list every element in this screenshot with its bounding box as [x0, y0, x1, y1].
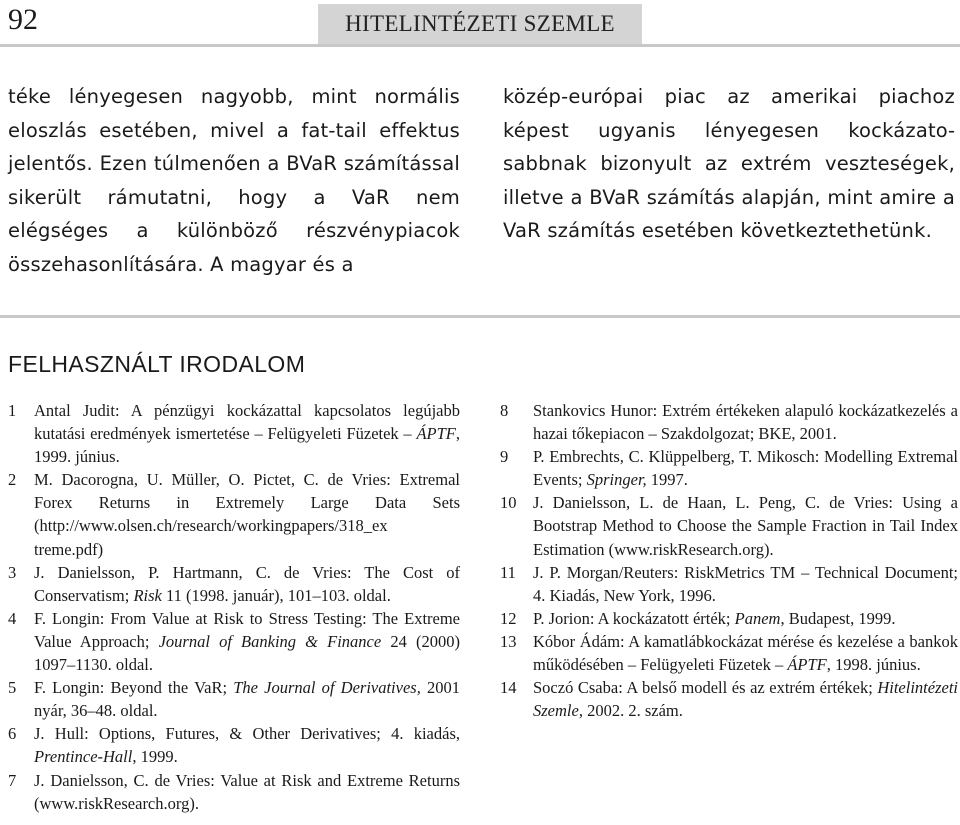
reference-text	[533, 563, 958, 605]
reference-italic-segment: The Journal of Derivatives,	[233, 678, 421, 698]
reference-item	[500, 491, 958, 560]
reference-segment: M. Dacorogna, U. Müller, O. Pictet, C. de Vries: Extremal Forex Returns in Extremely Large Data Sets (http://www.olsen.ch/research/workingpapers/318_ex treme.pdf)	[34, 470, 460, 559]
journal-header: HITELINTÉZETI SZEMLE	[318, 4, 642, 44]
reference-text	[34, 771, 460, 813]
reference-text	[533, 493, 958, 558]
reference-segment: 24 (2000) 1097–1130. oldal.	[34, 631, 460, 675]
reference-text	[34, 563, 460, 605]
reference-number: 5	[8, 678, 17, 698]
reference-italic-segment: Panem	[734, 608, 781, 628]
body-text-right-column: közép-európai piac az amerikai piachoz képest ugyanis lényegesen kockázatosabbnak bizonyult az extrém veszteségek, illetve a BVaR számítás alapján, mint amire a VaR számítás esetében következtethetünk.	[503, 85, 955, 242]
reference-text	[533, 678, 958, 720]
reference-segment: F. Longin: Beyond the VaR;	[34, 678, 234, 698]
reference-segment: Soczó Csaba: A belső modell és az extrém értékek;	[533, 678, 878, 698]
reference-segment: 1997.	[646, 470, 688, 490]
reference-number: 10	[500, 493, 517, 513]
reference-item	[500, 445, 958, 491]
reference-segment: P. Jorion: A kockázatott érték;	[533, 608, 735, 628]
reference-item	[8, 676, 460, 722]
reference-segment: F. Longin: From Value at Risk to Stress Testing: The Extreme Value Approach;	[34, 608, 460, 651]
reference-text	[533, 401, 958, 443]
reference-segment: J. Hull: Options, Futures, & Other Derivatives; 4. kiadás,	[34, 724, 460, 744]
reference-item	[8, 399, 460, 468]
reference-item	[8, 561, 460, 607]
reference-segment: J. Danielsson, C. de Vries: Value at Risk and Extreme Returns (www.riskResearch.org).	[34, 770, 460, 813]
reference-text	[533, 632, 958, 674]
reference-item	[500, 676, 958, 722]
reference-italic-segment: Springer,	[586, 470, 647, 490]
reference-number: 14	[500, 678, 517, 698]
references-title: FELHASZNÁLT IRODALOM	[8, 351, 306, 377]
page-number: 92	[8, 3, 38, 36]
reference-item	[8, 769, 460, 815]
reference-item	[8, 607, 460, 676]
reference-segment: J. P. Morgan/Reuters: RiskMetrics TM – Technical Document; 4. Kiadás, New York, 1996.	[533, 562, 958, 605]
reference-text	[34, 609, 460, 674]
reference-text	[533, 447, 958, 489]
reference-number: 4	[8, 608, 17, 628]
reference-segment: Kóbor Ádám: A kamatlábkockázat mérése és kezelése a bankok működésében – Felügyeleti Füzetek –	[533, 631, 958, 675]
reference-item	[500, 607, 958, 630]
reference-segment: 2001 nyár, 36–48. oldal.	[34, 678, 461, 721]
reference-italic-segment: Hitelintézeti Szemle,	[533, 678, 958, 721]
reference-text	[34, 678, 460, 720]
reference-segment: Stankovics Hunor: Extrém értékeken alapuló kockázatkezelés a hazai tőkepiacon – Szakdolgozat; BKE, 2001.	[533, 401, 958, 444]
reference-number: 3	[8, 562, 17, 582]
reference-item	[8, 468, 460, 560]
reference-segment: , 1999.	[132, 747, 178, 767]
reference-segment: J. Danielsson, L. de Haan, L. Peng, C. de Vries: Using a Bootstrap Method to Choose the Sample Fraction in Tail Index Estimation (www.riskResearch.org).	[533, 493, 958, 559]
references-list-left	[8, 399, 460, 815]
references-list-right	[500, 399, 958, 722]
reference-segment: , Budapest, 1999.	[780, 608, 896, 628]
reference-italic-segment: Risk	[133, 585, 162, 605]
reference-item	[500, 399, 958, 445]
reference-number: 9	[500, 447, 509, 467]
body-text-left-column: téke lényegesen nagyobb, mint normális eloszlás esetében, mivel a fat-tail effektus jelentős. Ezen túlmenően a BVaR számítással sikerült rámutatni, hogy a VaR nem elégséges a különböző részvénypiacok összehasonlítására. A magyar és a	[8, 85, 460, 276]
section-rule	[0, 315, 960, 318]
reference-segment: 2002. 2. szám.	[582, 701, 683, 721]
reference-text	[34, 724, 460, 766]
reference-segment: , 1999. június.	[34, 424, 460, 467]
reference-text	[34, 470, 460, 558]
reference-number: 13	[500, 631, 517, 651]
reference-italic-segment: Journal of Banking & Finance	[158, 631, 382, 651]
reference-italic-segment: Prentince-Hall	[34, 747, 133, 767]
reference-number: 11	[500, 562, 516, 582]
reference-text	[34, 401, 460, 466]
reference-italic-segment: ÁPTF	[787, 655, 827, 675]
header-rule	[0, 44, 960, 47]
reference-number: 2	[8, 470, 17, 490]
reference-number: 1	[8, 401, 17, 420]
reference-segment: , 1998. június.	[826, 655, 921, 675]
reference-number: 6	[8, 724, 17, 744]
reference-segment: J. Danielsson, P. Hartmann, C. de Vries: The Cost of Conservatism;	[34, 562, 460, 605]
reference-item	[500, 561, 958, 607]
reference-number: 12	[500, 608, 517, 628]
reference-number: 7	[8, 770, 17, 790]
reference-segment: P. Embrechts, C. Klüppelberg, T. Mikosch: Modelling Extremal Events;	[533, 447, 958, 490]
reference-italic-segment: ÁPTF	[416, 424, 456, 444]
reference-item	[500, 630, 958, 676]
reference-number: 8	[500, 401, 509, 420]
reference-text	[533, 609, 896, 628]
reference-item	[8, 722, 460, 768]
reference-segment: Antal Judit: A pénzügyi kockázattal kapcsolatos legújabb kutatási eredmények ismertetése – Felügyeleti Füzetek –	[34, 401, 460, 444]
reference-segment: 11 (1998. január), 101–103. oldal.	[161, 585, 391, 605]
